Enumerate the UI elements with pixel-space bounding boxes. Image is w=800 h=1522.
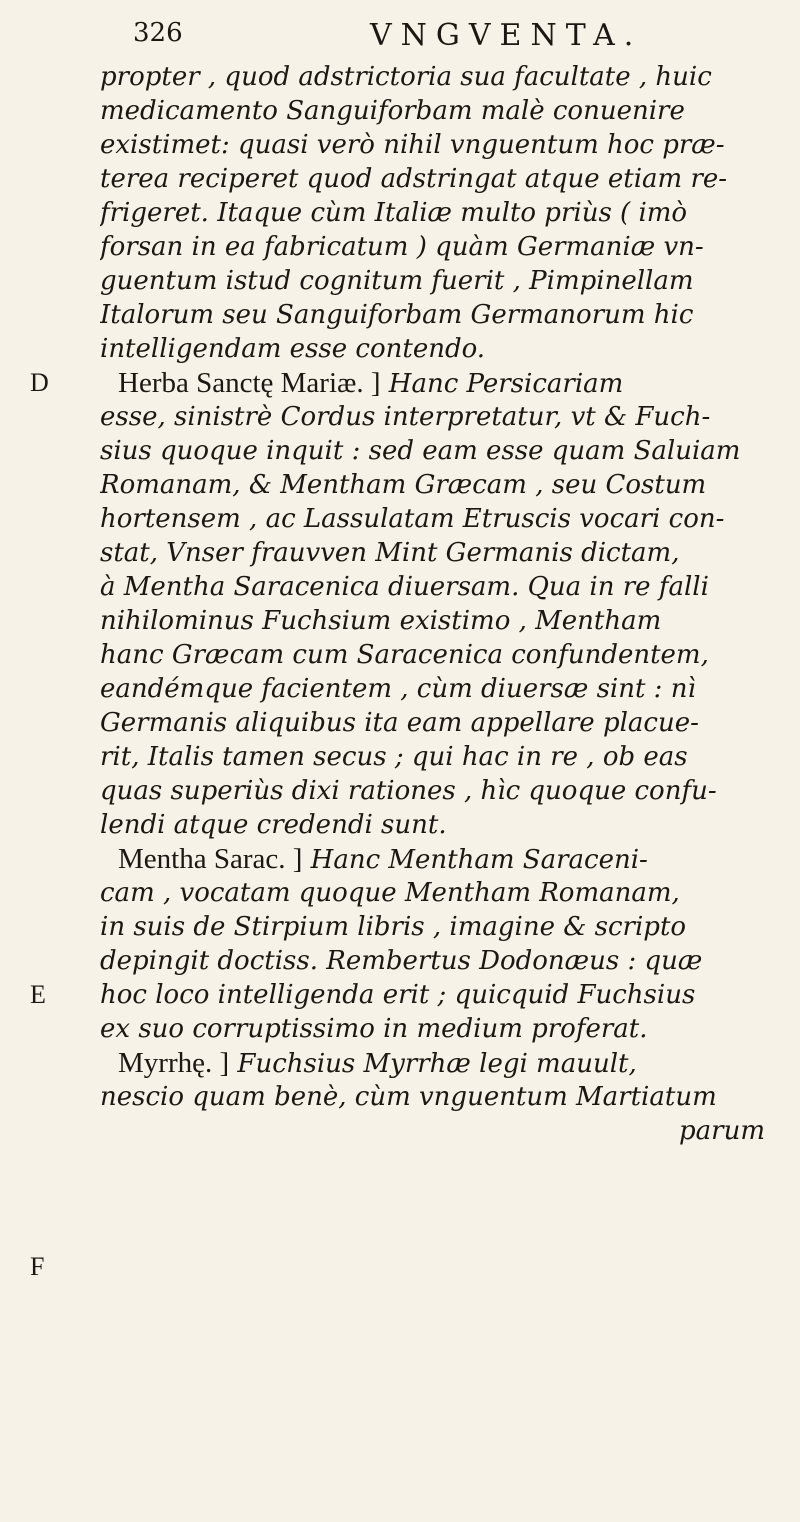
- margin-letter-f: F: [30, 1252, 45, 1281]
- text-line: à Mentha Saracenica diuersam. Qua in re falli: [100, 572, 709, 602]
- page-number: 326: [133, 18, 183, 48]
- text-line: eandémque facientem , cùm diuersæ sint : nì: [100, 674, 696, 704]
- text-line: sius quoque inquit : sed eam esse quam Saluiam: [100, 436, 741, 466]
- text-line: quas superiùs dixi rationes , hìc quoque confu-: [100, 776, 717, 806]
- margin-letter-d: D: [30, 368, 49, 397]
- text-line: in suis de Stirpium libris , imagine & scripto: [100, 912, 687, 942]
- running-title: VNGVENTA.: [370, 18, 643, 53]
- text-line: lendi atque credendi sunt.: [100, 810, 447, 840]
- text-line: intelligendam esse contendo.: [100, 334, 486, 364]
- text-line: existimet: quasi verò nihil vnguentum hoc præ-: [100, 130, 725, 160]
- text-line: rit, Italis tamen secus ; qui hac in re , ob eas: [100, 742, 688, 772]
- entry-text: Hanc Persicariam: [388, 369, 624, 399]
- lemma-myrrhae: Myrrhę. ]: [118, 1047, 230, 1079]
- margin-letter-e: E: [30, 980, 46, 1009]
- text-line: stat, Vnser frauvven Mint Germanis dictam,: [100, 538, 680, 568]
- text-line: propter , quod adstrictoria sua facultate , huic: [100, 62, 712, 92]
- text-line: medicamento Sanguiforbam malè conuenire: [100, 96, 685, 126]
- text-line: depingit doctiss. Rembertus Dodonæus : quæ: [100, 946, 703, 976]
- page-body: [100, 60, 790, 1148]
- text-line: guentum istud cognitum fuerit , Pimpinellam: [100, 266, 694, 296]
- text-line: Italorum seu Sanguiforbam Germanorum hic: [100, 300, 694, 330]
- text-line: nihilominus Fuchsium existimo , Mentham: [100, 606, 662, 636]
- text-line: nescio quam benè, cùm vnguentum Martiatum: [100, 1082, 717, 1112]
- text-line: cam , vocatam quoque Mentham Romanam,: [100, 878, 680, 908]
- lemma-herba-sanctae-mariae: Herba Sanctę Mariæ. ]: [118, 367, 381, 399]
- catchword: parum: [679, 1116, 765, 1146]
- text-line: hoc loco intelligenda erit ; quicquid Fuchsius: [100, 980, 696, 1010]
- entry-line-d: [100, 366, 790, 400]
- lemma-mentha-sarac: Mentha Sarac. ]: [118, 843, 303, 875]
- text-line: Romanam, & Mentham Græcam , seu Costum: [100, 470, 707, 500]
- text-line: hortensem , ac Lassulatam Etruscis vocari con-: [100, 504, 725, 534]
- text-line: hanc Græcam cum Saracenica confundentem,: [100, 640, 709, 670]
- entry-text: Fuchsius Myrrhæ legi mauult,: [237, 1049, 637, 1079]
- entry-text: Hanc Mentham Saraceni-: [310, 845, 648, 875]
- text-line: terea reciperet quod adstringat atque etiam re-: [100, 164, 728, 194]
- text-line: frigeret. Itaque cùm Italiæ multo priùs ( imò: [100, 198, 688, 228]
- text-line: esse, sinistrè Cordus interpretatur, vt & Fuch-: [100, 402, 711, 432]
- page-header: [0, 18, 800, 58]
- entry-line-f: [100, 1046, 790, 1080]
- text-line: forsan in ea fabricatum ) quàm Germaniæ vn-: [100, 232, 704, 262]
- text-line: Germanis aliquibus ita eam appellare placue-: [100, 708, 699, 738]
- text-line: ex suo corruptissimo in medium proferat.: [100, 1014, 648, 1044]
- entry-line-e: [100, 842, 790, 876]
